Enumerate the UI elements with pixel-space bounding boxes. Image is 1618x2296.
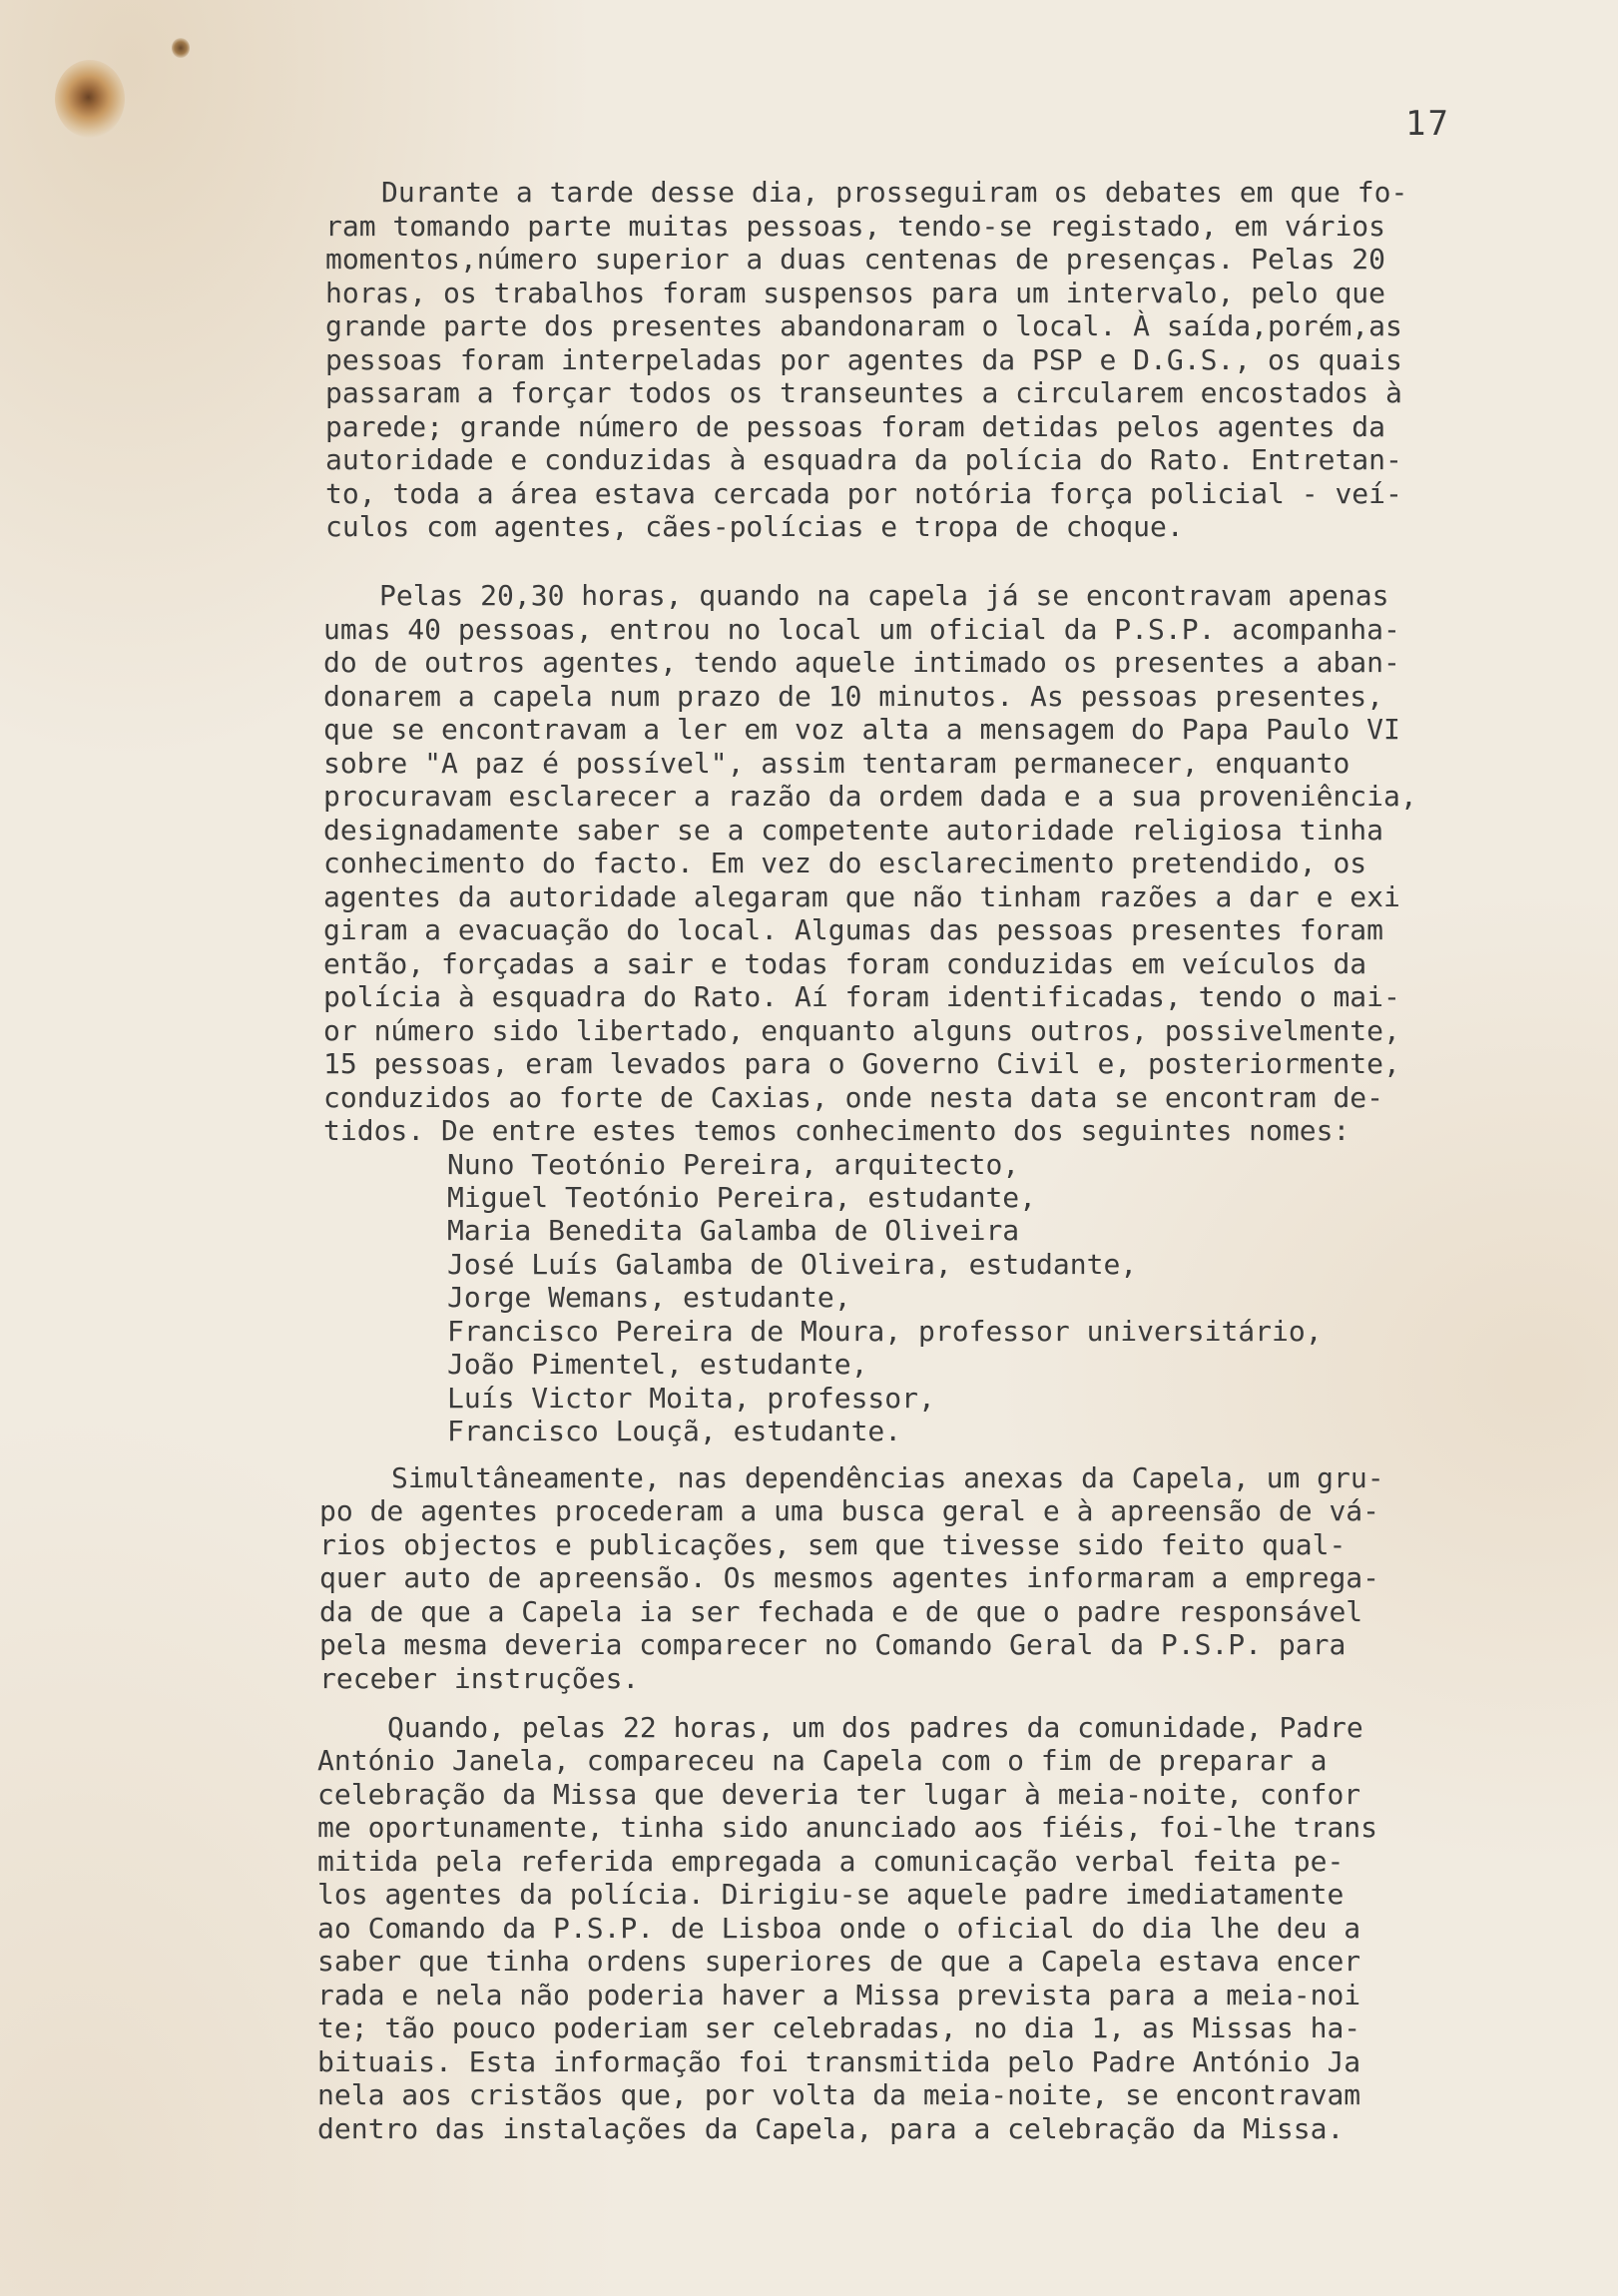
text-line: horas, os trabalhos foram suspensos para um intervalo, pelo que — [325, 277, 1386, 309]
text-line: saber que tinha ordens superiores de que a Capela estava encer — [317, 1945, 1361, 1978]
text-line: momentos,número superior a duas centenas de presenças. Pelas 20 — [325, 243, 1386, 276]
text-line: los agentes da polícia. Dirigiu-se aquele padre imediatamente — [317, 1878, 1345, 1911]
text-line: passaram a forçar todos os transeuntes a circularem encostados à — [325, 376, 1402, 409]
text-line: grande parte dos presentes abandonaram o local. À saída,porém,as — [325, 309, 1402, 342]
text-line: que se encontravam a ler em voz alta a mensagem do Papa Paulo VI — [323, 713, 1400, 746]
page-number: 17 — [1405, 104, 1450, 144]
name-list-item: João Pimentel, estudante, — [447, 1348, 868, 1381]
text-line: António Janela, compareceu na Capela com o fim de preparar a — [317, 1744, 1328, 1777]
text-line: receber instruções. — [319, 1662, 640, 1695]
text-line: po de agentes procederam a uma busca geral e à apreensão de vá- — [319, 1494, 1380, 1527]
text-line: procuravam esclarecer a razão da ordem dada e a sua proveniência, — [323, 780, 1417, 813]
name-list-item: José Luís Galamba de Oliveira, estudante, — [447, 1248, 1138, 1281]
text-line: pessoas foram interpeladas por agentes da PSP e D.G.S., os quais — [325, 343, 1402, 376]
text-line: então, forçadas a sair e todas foram conduzidas em veículos da — [323, 947, 1367, 980]
text-line: parede; grande número de pessoas foram detidas pelos agentes da — [325, 410, 1386, 443]
name-list-item: Nuno Teotónio Pereira, arquitecto, — [447, 1148, 1020, 1181]
text-line: nela aos cristãos que, por volta da meia-noite, se encontravam — [317, 2078, 1361, 2111]
text-line: Simultâneamente, nas dependências anexas da Capela, um gru- — [391, 1461, 1384, 1494]
text-line: conduzidos ao forte de Caxias, onde nesta data se encontram de- — [323, 1081, 1384, 1114]
text-line: culos com agentes, cães-polícias e tropa de choque. — [325, 510, 1184, 543]
text-line: umas 40 pessoas, entrou no local um oficial da P.S.P. acompanha- — [323, 613, 1400, 646]
text-line: mitida pela referida empregada a comunicação verbal feita pe- — [317, 1845, 1345, 1878]
text-line: sobre "A paz é possível", assim tentaram permanecer, enquanto — [323, 747, 1350, 780]
text-line: tidos. De entre estes temos conhecimento dos seguintes nomes: — [323, 1114, 1350, 1147]
text-line: or número sido libertado, enquanto alguns outros, possivelmente, — [323, 1014, 1400, 1047]
text-line: pela mesma deveria comparecer no Comando Geral da P.S.P. para — [319, 1628, 1347, 1661]
text-line: giram a evacuação do local. Algumas das pessoas presentes foram — [323, 913, 1384, 946]
text-line: to, toda a área estava cercada por notória força policial - veí- — [325, 477, 1402, 510]
name-list-item: Miguel Teotónio Pereira, estudante, — [447, 1181, 1037, 1214]
text-line: 15 pessoas, eram levados para o Governo Civil e, posteriormente, — [323, 1047, 1400, 1080]
name-list-item: Maria Benedita Galamba de Oliveira — [447, 1214, 1020, 1247]
text-line: bituais. Esta informação foi transmitida pelo Padre António Ja — [317, 2045, 1361, 2078]
text-line: dentro das instalações da Capela, para a celebração da Missa. — [317, 2112, 1345, 2145]
text-line: autoridade e conduzidas à esquadra da polícia do Rato. Entretan- — [325, 443, 1402, 476]
text-line: Quando, pelas 22 horas, um dos padres da comunidade, Padre — [387, 1711, 1363, 1744]
name-list-item: Jorge Wemans, estudante, — [447, 1281, 851, 1314]
text-line: donarem a capela num prazo de 10 minutos. As pessoas presentes, — [323, 680, 1384, 713]
text-line: celebração da Missa que deveria ter lugar à meia-noite, confor — [317, 1778, 1361, 1811]
text-line: ram tomando parte muitas pessoas, tendo-se registado, em vários — [325, 210, 1386, 243]
text-line: rios objectos e publicações, sem que tivesse sido feito qual- — [319, 1528, 1347, 1561]
text-line: ao Comando da P.S.P. de Lisboa onde o oficial do dia lhe deu a — [317, 1912, 1361, 1945]
text-line: me oportunamente, tinha sido anunciado aos fiéis, foi-lhe trans — [317, 1811, 1378, 1844]
text-line: te; tão pouco poderiam ser celebradas, no dia 1, as Missas ha- — [317, 2011, 1361, 2044]
text-line: rada e nela não poderia haver a Missa prevista para a meia-noi — [317, 1979, 1361, 2011]
text-line: agentes da autoridade alegaram que não tinham razões a dar e exi — [323, 880, 1400, 913]
text-line: do de outros agentes, tendo aquele intimado os presentes a aban- — [323, 646, 1400, 679]
text-line: polícia à esquadra do Rato. Aí foram identificadas, tendo o mai- — [323, 980, 1400, 1013]
name-list-item: Francisco Louçã, estudante. — [447, 1415, 902, 1447]
text-line: designadamente saber se a competente autoridade religiosa tinha — [323, 814, 1384, 847]
text-line: Durante a tarde desse dia, prosseguiram os debates em que fo- — [381, 176, 1408, 209]
text-line: Pelas 20,30 horas, quando na capela já se encontravam apenas — [379, 579, 1389, 612]
text-line: da de que a Capela ia ser fechada e de que o padre responsável — [319, 1595, 1363, 1628]
name-list-item: Francisco Pereira de Moura, professor universitário, — [447, 1315, 1323, 1348]
text-line: conhecimento do facto. Em vez do esclarecimento pretendido, os — [323, 847, 1367, 879]
text-line: quer auto de apreensão. Os mesmos agentes informaram a emprega- — [319, 1561, 1380, 1594]
name-list-item: Luís Victor Moita, professor, — [447, 1382, 935, 1415]
